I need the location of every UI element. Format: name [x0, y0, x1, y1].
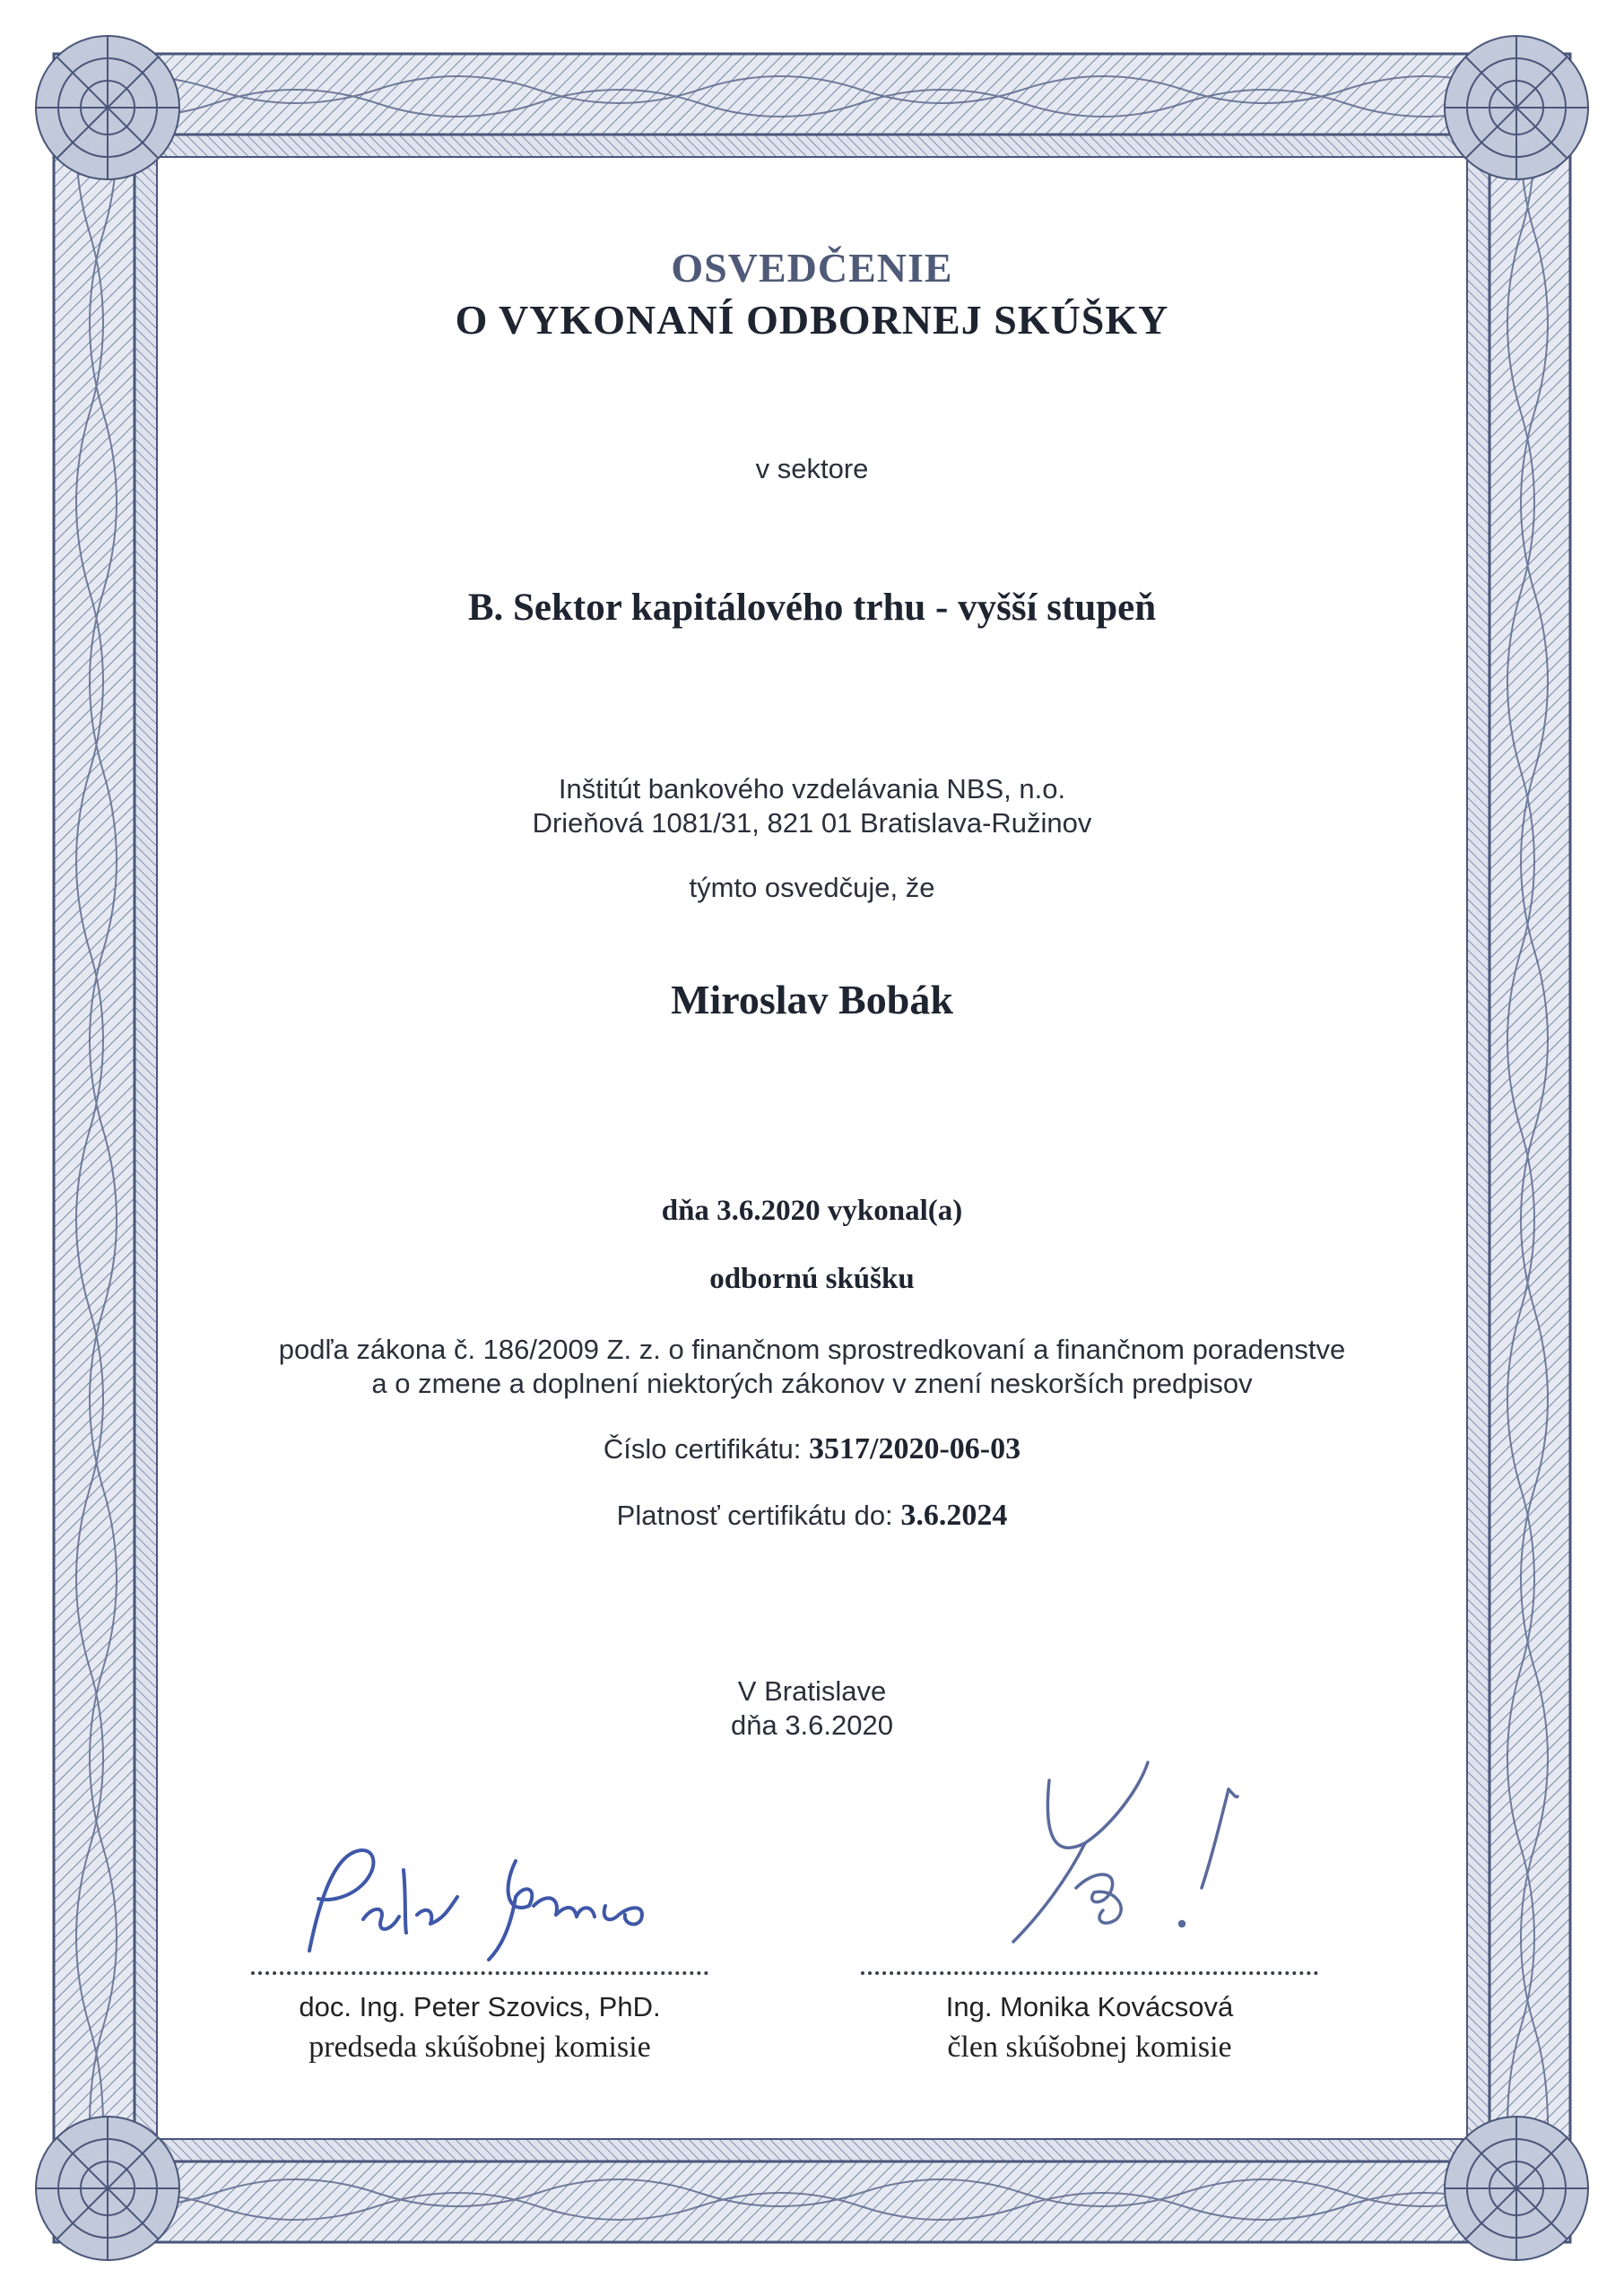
certifies-text: týmto osvedčuje, že: [689, 872, 935, 903]
signature-left-drawing: [291, 1834, 686, 1969]
signatory-role-left: predseda skúšobnej komisie: [308, 2031, 651, 2064]
certificate-validity-value: 3.6.2024: [900, 1499, 1008, 1532]
certificate-validity-label: Platnosť certifikátu do:: [616, 1500, 893, 1531]
institute-name: Inštitút bankového vzdelávania NBS, n.o.: [558, 773, 1066, 804]
signature-block-left: [251, 1971, 708, 2065]
institute-address: Drieňová 1081/31, 821 01 Bratislava-Ružinov: [532, 807, 1092, 839]
performed-date-line: dňa 3.6.2020 vykonal(a): [661, 1195, 963, 1227]
sector-name: B. Sektor kapitálového trhu - vyšší stupeň: [467, 587, 1157, 629]
signatory-name-right: Ing. Monika Kovácsová: [945, 1991, 1234, 2022]
place: V Bratislave: [737, 1675, 887, 1707]
certificate-number-value: 3517/2020-06-03: [809, 1432, 1021, 1465]
issue-date: dňa 3.6.2020: [730, 1709, 893, 1741]
exam-line: odbornú skúšku: [709, 1263, 915, 1295]
certificate-validity: [0, 1499, 1624, 1533]
title-line-2: O VYKONANÍ ODBORNEJ SKÚŠKY: [455, 297, 1169, 343]
in-sector-label: v sektore: [755, 453, 869, 484]
law-line-1: podľa zákona č. 186/2009 Z. z. o finančnom sprostredkovaní a finančnom poradenstve: [278, 1334, 1346, 1365]
law-line-2: a o zmene a doplnení niektorých zákonov v znení neskorších predpisov: [371, 1368, 1253, 1399]
title-line-1: OSVEDČENIE: [671, 245, 953, 291]
certificate-number: [0, 1432, 1624, 1466]
certificate-number-label: Číslo certifikátu:: [603, 1433, 802, 1465]
signature-block-right: [861, 1971, 1318, 2065]
signature-right-drawing: [960, 1753, 1264, 1960]
signature-line-right: [861, 1971, 1318, 1975]
signature-line-left: [251, 1971, 708, 1975]
signatory-role-right: člen skúšobnej komisie: [947, 2031, 1232, 2064]
holder-name: Miroslav Bobák: [671, 977, 953, 1022]
signatory-name-left: doc. Ing. Peter Szovics, PhD.: [299, 1991, 661, 2022]
